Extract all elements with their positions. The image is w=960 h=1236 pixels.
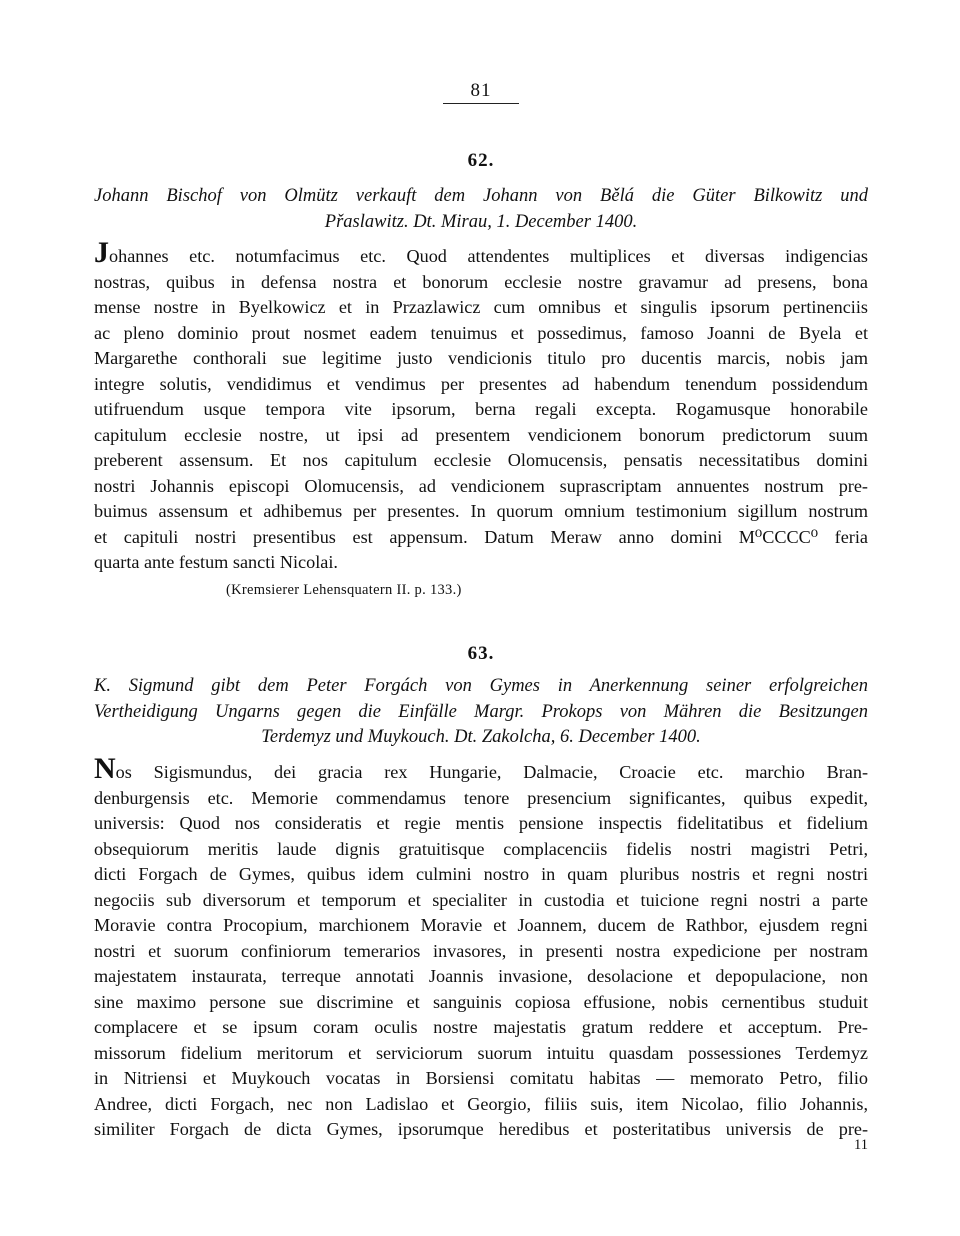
body-line: Andree, dicti Forgach, nec non Ladislao et Georgio, filiis suis, item Nicolao, filio Johannis, <box>94 1093 868 1114</box>
body-line: denburgensis etc. Memorie commendamus tenore presencium significantes, quibus expedit, <box>94 787 868 808</box>
heading-line: K. Sigmund gibt dem Peter Forgách von Gymes in Anerkennung seiner erfolgreichen <box>94 676 868 696</box>
body-line: universis: Quod nos consideratis et regie mentis pensione inspectis fidelitatibus et fidelium <box>94 813 868 833</box>
document-body <box>94 236 868 576</box>
body-line: nostri Johannis episcopi Olomucensis, ad vendicionem suprascriptam annuentes nostrum pre- <box>94 475 868 496</box>
body-line <box>94 236 868 270</box>
page-number: 81 <box>470 80 492 101</box>
body-line: quarta ante festum sancti Nicolai. <box>94 552 338 572</box>
body-line: nostras, quibus in defensa nostra et bonorum ecclesie nostre gravamur ad presens, bona <box>94 271 868 292</box>
body-line: mense nostre in Byelkowicz et in Przazlawicz cum omnibus et singulis ipsorum pertinenciis <box>94 297 868 317</box>
body-line: Margarethe conthorali sue legitime justo vendicionis titulo pro ducentis marcis, nobis jam <box>94 348 868 368</box>
body-line: in Nitriensi et Muykouch vocatas in Borsiensi comitatu habitas — memorato Petro, filio <box>94 1068 868 1088</box>
body-line: obsequiorum meritis laude dignis gratuitisque complacenciis fidelis nostri magistri Petri, <box>94 838 868 859</box>
body-line: complacere et se ipsum coram oculis nostre majestatis gratum reddere et acceptum. Pre- <box>94 1017 868 1037</box>
page <box>94 0 868 1236</box>
body-line: integre solutis, vendidimus et vendimus per presentes ad habendum tenendum possidendum <box>94 373 868 394</box>
body-line: missorum fidelium meritorum et serviciorum suorum intuitu quasdam possessiones Terdemyz <box>94 1042 868 1063</box>
document-heading <box>94 184 868 235</box>
heading-line: Přaslawitz. Dt. Mirau, 1. December 1400. <box>324 211 638 232</box>
body-line: et capituli nostri presentibus est appensum. Datum Meraw anno domini M⁰CCCC⁰ feria <box>94 526 868 547</box>
body-line: nostri et suorum confiniorum temerarios invasores, in presenti nostra expedicione per nostram <box>94 940 868 961</box>
body-line-text: os Sigismundus, dei gracia rex Hungarie, Dalmacie, Croacie etc. marchio Bran- <box>115 762 868 782</box>
page-number-rule <box>443 103 519 104</box>
body-line: negociis sub diversorum et temporum et specialiter in custodia et tuicione regni nostri a parte <box>94 889 868 910</box>
document-number: 62. <box>467 150 495 171</box>
heading-line: Johann Bischof von Olmütz verkauft dem Johann von Bělá die Güter Bilkowitz und <box>94 186 868 206</box>
body-line: majestatem instaurata, terreque annotati Joannis invasione, desolacione et depopulacione, non <box>94 966 868 986</box>
body-line: Moravie contra Procopium, marchionem Moravie et Joannem, ducem de Rathbor, ejusdem regni <box>94 915 868 935</box>
body-line: similiter Forgach de dicta Gymes, ipsorumque heredibus et posteritatibus universis de pre- <box>94 1119 868 1139</box>
body-line: buimus assensum et adhibemus per presentes. In quorum omnium testimonium sigillum nostrum <box>94 501 868 521</box>
document-number: 63. <box>467 643 495 664</box>
heading-line: Vertheidigung Ungarns gegen die Einfälle Margr. Prokops von Mähren die Besitzungen <box>94 701 868 722</box>
drop-capital: J <box>94 236 109 269</box>
signature-mark: 11 <box>854 1137 868 1153</box>
source-citation: (Kremsierer Lehensquatern II. p. 133.) <box>226 582 462 598</box>
body-line: dicti Forgach de Gymes, quibus idem culmini nostro in quam pluribus nostris et regni nostri <box>94 864 868 884</box>
body-line: sine maximo persone sue discrimine et sanguinis copiosa effusione, nobis cernentibus studuit <box>94 991 868 1012</box>
drop-capital: N <box>94 752 116 785</box>
document-body <box>94 752 868 1143</box>
body-line: capitulum ecclesie nostre, ut ipsi ad presentem vendicionem bonorum predictorum suum <box>94 424 868 445</box>
body-line: utifruendum usque tempora vite ipsorum, berna regali excepta. Rogamusque honorabile <box>94 399 868 419</box>
body-line-text: ohannes etc. notumfacimus etc. Quod attendentes multiplices et diversas indigencias <box>109 246 868 266</box>
body-line <box>94 752 868 786</box>
body-line: preberent assensum. Et nos capitulum ecclesie Olomucensis, pensatis necessitatibus domini <box>94 450 868 470</box>
document-heading <box>94 674 868 751</box>
heading-line: Terdemyz und Muykouch. Dt. Zakolcha, 6. December 1400. <box>261 727 701 747</box>
body-line: ac pleno dominio prout nosmet eadem tenuimus et possedimus, famoso Joanni de Byela et <box>94 322 868 343</box>
